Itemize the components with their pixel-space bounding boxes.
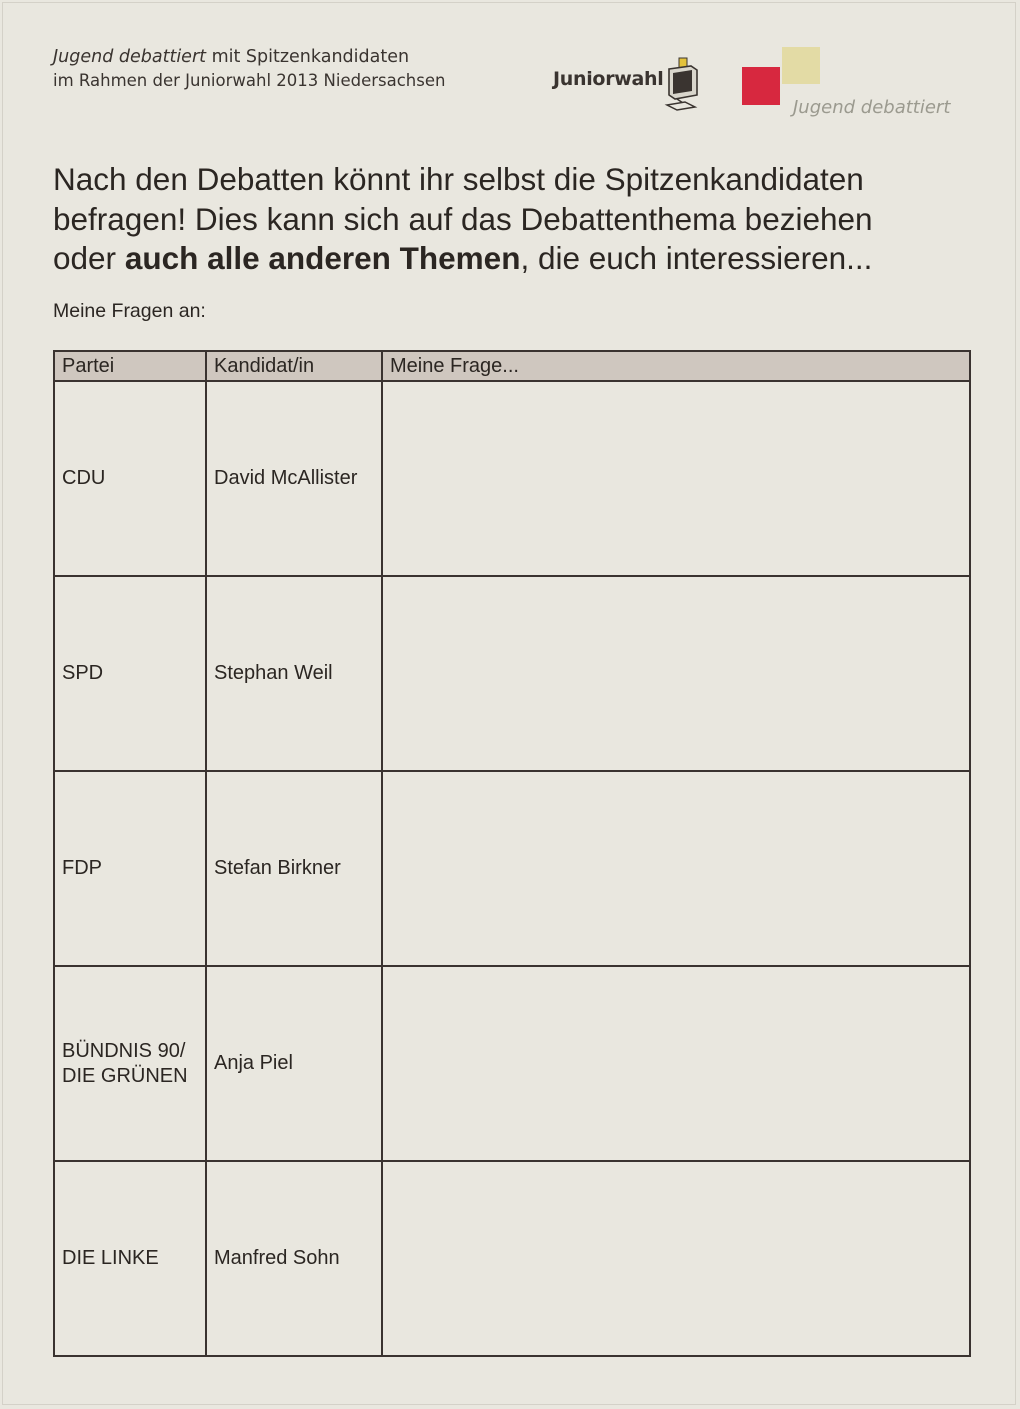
header-title-rest: mit Spitzenkandidaten <box>206 47 410 67</box>
question-field[interactable] <box>382 1161 970 1356</box>
table-row <box>54 576 970 771</box>
question-field[interactable] <box>382 381 970 576</box>
party-cell <box>54 771 206 966</box>
juniorwahl-logo-text: Juniorwahl <box>553 68 664 90</box>
party-name: BÜNDNIS 90/ DIE GRÜNEN <box>62 1039 188 1087</box>
header-title-emphasis: Jugend debattiert <box>53 47 207 67</box>
header-subtitle: im Rahmen der Juniorwahl 2013 Niedersachsen <box>53 71 446 90</box>
party-cell <box>54 966 206 1161</box>
table-row <box>54 966 970 1161</box>
questions-label: Meine Fragen an: <box>53 300 206 322</box>
table-row <box>54 1161 970 1356</box>
jugend-debattiert-logo-text: Jugend debattiert <box>793 97 951 118</box>
logo-square-red <box>742 67 780 105</box>
party-cell <box>54 576 206 771</box>
ballot-computer-icon <box>661 57 701 115</box>
party-cell <box>54 381 206 576</box>
candidate-cell: Manfred Sohn <box>206 1161 382 1356</box>
candidate-cell: Anja Piel <box>206 966 382 1161</box>
column-header-party: Partei <box>54 351 206 381</box>
party-cell <box>54 1161 206 1356</box>
jugend-debattiert-logo <box>740 45 970 125</box>
juniorwahl-logo <box>553 57 703 115</box>
intro-text <box>53 160 993 279</box>
intro-line-3-end: , die euch interessieren... <box>520 240 873 276</box>
candidate-cell: David McAllister <box>206 381 382 576</box>
logo-square-yellow <box>782 47 820 84</box>
question-field[interactable] <box>382 771 970 966</box>
party-name: SPD <box>62 662 104 684</box>
party-name: CDU <box>62 467 106 489</box>
table-row <box>54 771 970 966</box>
intro-line-3-start: oder <box>53 240 125 276</box>
candidate-cell: Stefan Birkner <box>206 771 382 966</box>
party-name: DIE LINKE <box>62 1247 159 1269</box>
question-field[interactable] <box>382 576 970 771</box>
intro-line-1: Nach den Debatten könnt ihr selbst die Spitzenkandidaten <box>53 161 864 197</box>
question-field[interactable] <box>382 966 970 1161</box>
questions-table <box>53 350 971 1357</box>
candidate-cell: Stephan Weil <box>206 576 382 771</box>
intro-line-2: befragen! Dies kann sich auf das Debattenthema beziehen <box>53 200 873 237</box>
header-title <box>53 47 409 67</box>
column-header-question: Meine Frage... <box>382 351 970 381</box>
column-header-candidate: Kandidat/in <box>206 351 382 381</box>
party-name: FDP <box>62 857 102 879</box>
intro-line-3 <box>53 239 993 279</box>
table-header-row <box>54 351 970 381</box>
intro-emphasis: auch alle anderen Themen <box>124 240 521 276</box>
table-row <box>54 381 970 576</box>
